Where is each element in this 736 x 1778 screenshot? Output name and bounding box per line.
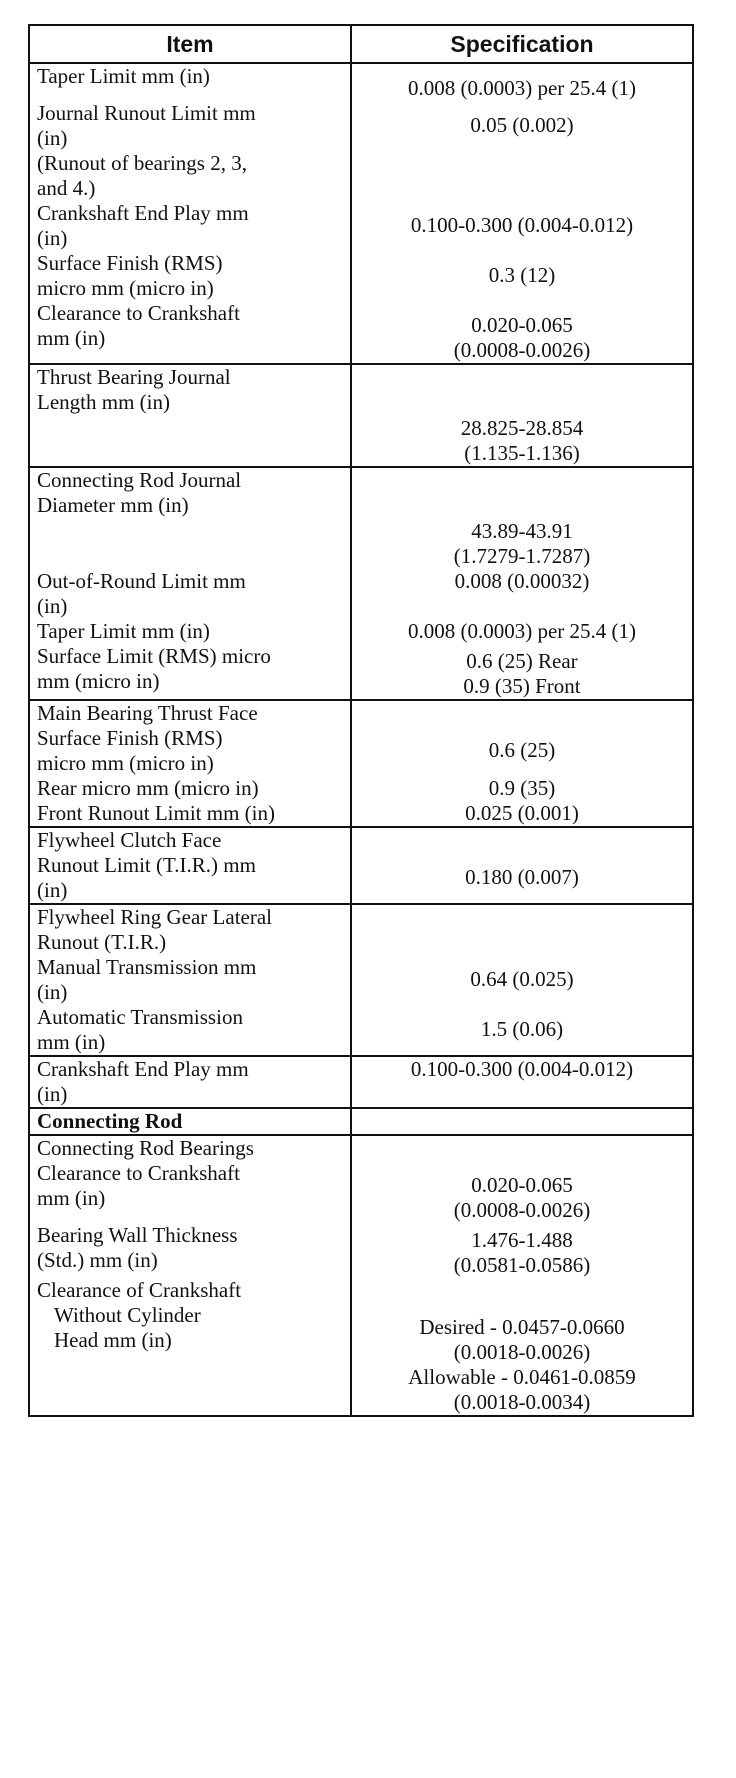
item-cell xyxy=(29,1278,351,1303)
item-text: Runout Limit (T.I.R.) mm xyxy=(37,853,256,877)
column-header-specification: Specification xyxy=(351,25,693,63)
specification-cell xyxy=(351,1278,693,1303)
item-text: (in) xyxy=(37,878,68,902)
specification-text: 0.008 (0.00032) xyxy=(454,569,590,593)
item-text: (in) xyxy=(37,980,68,1004)
item-cell xyxy=(29,827,351,853)
table-row xyxy=(29,853,693,904)
item-text: and 4.) xyxy=(37,176,96,200)
item-cell xyxy=(29,63,351,101)
table-row xyxy=(29,644,693,700)
item-text: Clearance of Crankshaft xyxy=(37,1278,242,1302)
item-text: Crankshaft End Play mm xyxy=(37,201,249,225)
specification-cell xyxy=(351,700,693,726)
item-text: Clearance to Crankshaft xyxy=(37,1161,240,1185)
specification-text: 0.020-0.065 xyxy=(471,1173,573,1197)
table-row xyxy=(29,1161,693,1223)
item-text: (in) xyxy=(37,594,68,618)
item-cell xyxy=(29,364,351,390)
specification-cell xyxy=(351,619,693,644)
specification-text: 0.025 (0.001) xyxy=(465,801,579,825)
specification-text: (1.135-1.136) xyxy=(464,441,580,465)
item-text: Front Runout Limit mm (in) xyxy=(37,801,276,825)
item-text: Out-of-Round Limit mm xyxy=(37,569,246,593)
table-row xyxy=(29,801,693,827)
specification-text: (0.0581-0.0586) xyxy=(453,1253,591,1277)
specification-cell xyxy=(351,801,693,827)
item-text: Connecting Rod xyxy=(37,1109,183,1133)
specification-cell xyxy=(351,151,693,201)
table-row xyxy=(29,63,693,101)
item-text: Main Bearing Thrust Face xyxy=(37,701,258,725)
table-row xyxy=(29,101,693,151)
specification-text: (0.0008-0.0026) xyxy=(453,338,591,362)
item-cell xyxy=(29,301,351,364)
item-text: mm (in) xyxy=(37,1030,106,1054)
item-cell xyxy=(29,1303,351,1416)
specification-text: (1.7279-1.7287) xyxy=(453,544,591,568)
specification-text: (0.0018-0.0034) xyxy=(453,1390,591,1414)
specification-text: 0.05 (0.002) xyxy=(470,113,574,137)
specification-text: 1.5 (0.06) xyxy=(480,1017,564,1041)
item-text: Surface Limit (RMS) micro xyxy=(37,644,271,668)
item-text: (in) xyxy=(37,1082,68,1106)
item-cell xyxy=(29,619,351,644)
specification-cell xyxy=(351,1056,693,1108)
specification-cell xyxy=(351,955,693,1005)
item-cell xyxy=(29,1161,351,1223)
item-text: micro mm (micro in) xyxy=(37,751,214,775)
table-row xyxy=(29,1108,693,1135)
specification-text: Desired - 0.0457-0.0660 xyxy=(419,1315,625,1339)
item-cell xyxy=(29,955,351,1005)
specification-text: 0.6 (25) Rear xyxy=(466,649,578,673)
item-cell xyxy=(29,467,351,493)
table-row xyxy=(29,1056,693,1108)
specification-text: 28.825-28.854 xyxy=(460,416,584,440)
item-cell xyxy=(29,1056,351,1108)
item-cell xyxy=(29,853,351,904)
table-row xyxy=(29,955,693,1005)
item-text: (Runout of bearings 2, 3, xyxy=(37,151,247,175)
item-text: Manual Transmission mm xyxy=(37,955,257,979)
specification-cell xyxy=(351,1108,693,1135)
item-text: micro mm (micro in) xyxy=(37,276,214,300)
specification-text: 0.3 (12) xyxy=(488,263,556,287)
table-row xyxy=(29,827,693,853)
table-row xyxy=(29,301,693,364)
item-cell xyxy=(29,201,351,251)
table-row xyxy=(29,390,693,467)
specification-text: 0.100-0.300 (0.004-0.012) xyxy=(410,213,634,237)
item-cell xyxy=(29,1223,351,1278)
table-row xyxy=(29,1303,693,1416)
specification-cell xyxy=(351,101,693,151)
table-row xyxy=(29,569,693,619)
table-row xyxy=(29,1005,693,1056)
table-header-row xyxy=(29,25,693,63)
table-row xyxy=(29,201,693,251)
table-row xyxy=(29,726,693,776)
item-cell xyxy=(29,390,351,467)
specification-text: 1.476-1.488 xyxy=(471,1228,573,1252)
table-row xyxy=(29,151,693,201)
specification-cell xyxy=(351,1303,693,1416)
table-row xyxy=(29,493,693,569)
item-cell xyxy=(29,904,351,955)
item-text: Taper Limit mm (in) xyxy=(37,619,210,643)
specification-text: (0.0008-0.0026) xyxy=(453,1198,591,1222)
specification-cell xyxy=(351,726,693,776)
specification-text: 0.9 (35) Front xyxy=(463,674,581,698)
specification-text: (0.0018-0.0026) xyxy=(453,1340,591,1364)
table-row xyxy=(29,1135,693,1161)
specification-cell xyxy=(351,390,693,467)
table-row xyxy=(29,700,693,726)
item-text: Automatic Transmission xyxy=(37,1005,243,1029)
specification-cell xyxy=(351,776,693,801)
specification-cell xyxy=(351,1161,693,1223)
specification-text: 0.008 (0.0003) per 25.4 (1) xyxy=(407,76,637,100)
item-cell xyxy=(29,101,351,151)
item-text: Thrust Bearing Journal xyxy=(37,365,231,389)
item-cell xyxy=(29,1135,351,1161)
item-text: Journal Runout Limit mm xyxy=(37,101,256,125)
table-body xyxy=(29,63,693,1416)
table-row xyxy=(29,904,693,955)
item-text: Runout (T.I.R.) xyxy=(37,930,167,954)
specification-cell xyxy=(351,1135,693,1161)
item-cell xyxy=(29,569,351,619)
item-cell xyxy=(29,700,351,726)
item-cell xyxy=(29,726,351,776)
item-text: (in) xyxy=(37,126,68,150)
specification-cell xyxy=(351,569,693,619)
specification-text: 0.020-0.065 xyxy=(471,313,573,337)
table-row xyxy=(29,251,693,301)
specification-cell xyxy=(351,644,693,700)
specification-text: 0.64 (0.025) xyxy=(470,967,574,991)
item-text: mm (in) xyxy=(37,326,106,350)
item-text: Surface Finish (RMS) xyxy=(37,726,223,750)
item-cell xyxy=(29,1108,351,1135)
item-cell xyxy=(29,801,351,827)
specification-cell xyxy=(351,201,693,251)
item-text: Taper Limit mm (in) xyxy=(37,64,210,88)
specification-cell xyxy=(351,853,693,904)
item-cell xyxy=(29,1005,351,1056)
item-cell xyxy=(29,776,351,801)
specification-cell xyxy=(351,251,693,301)
item-text: (in) xyxy=(37,226,68,250)
item-text: Without Cylinder xyxy=(54,1303,201,1327)
specification-text: 0.9 (35) xyxy=(488,776,556,800)
table-row xyxy=(29,1223,693,1278)
specification-text: Allowable - 0.0461-0.0859 xyxy=(408,1365,636,1389)
item-text: Flywheel Ring Gear Lateral xyxy=(37,905,272,929)
specification-text: 0.6 (25) xyxy=(488,738,556,762)
item-cell xyxy=(29,493,351,569)
item-text: Surface Finish (RMS) xyxy=(37,251,223,275)
specification-cell xyxy=(351,63,693,101)
specification-cell xyxy=(351,827,693,853)
item-text: Head mm (in) xyxy=(54,1328,172,1352)
table-row xyxy=(29,776,693,801)
item-cell xyxy=(29,644,351,700)
specification-cell xyxy=(351,1223,693,1278)
specification-cell xyxy=(351,301,693,364)
item-cell xyxy=(29,251,351,301)
item-text: Length mm (in) xyxy=(37,390,170,414)
item-text: Flywheel Clutch Face xyxy=(37,828,222,852)
specification-table xyxy=(28,24,692,1417)
item-cell xyxy=(29,151,351,201)
item-text: Diameter mm (in) xyxy=(37,493,189,517)
item-text: (Std.) mm (in) xyxy=(37,1248,158,1272)
specification-cell xyxy=(351,364,693,390)
table-row xyxy=(29,619,693,644)
specification-text: 0.180 (0.007) xyxy=(465,865,579,889)
column-header-item: Item xyxy=(29,25,351,63)
specification-cell xyxy=(351,1005,693,1056)
specification-text: 0.008 (0.0003) per 25.4 (1) xyxy=(407,619,637,643)
item-text: Crankshaft End Play mm xyxy=(37,1057,249,1081)
table-row xyxy=(29,467,693,493)
item-text: mm (micro in) xyxy=(37,669,160,693)
specification-text: 43.89-43.91 xyxy=(471,519,573,543)
item-text: Bearing Wall Thickness xyxy=(37,1223,238,1247)
table-row xyxy=(29,1278,693,1303)
item-text: mm (in) xyxy=(37,1186,106,1210)
specification-cell xyxy=(351,467,693,493)
specification-cell xyxy=(351,493,693,569)
table-row xyxy=(29,364,693,390)
item-text: Connecting Rod Journal xyxy=(37,468,242,492)
item-text: Clearance to Crankshaft xyxy=(37,301,240,325)
item-text: Rear micro mm (micro in) xyxy=(37,776,259,800)
specification-cell xyxy=(351,904,693,955)
specification-text: 0.100-0.300 (0.004-0.012) xyxy=(410,1057,634,1081)
item-text: Connecting Rod Bearings xyxy=(37,1136,254,1160)
